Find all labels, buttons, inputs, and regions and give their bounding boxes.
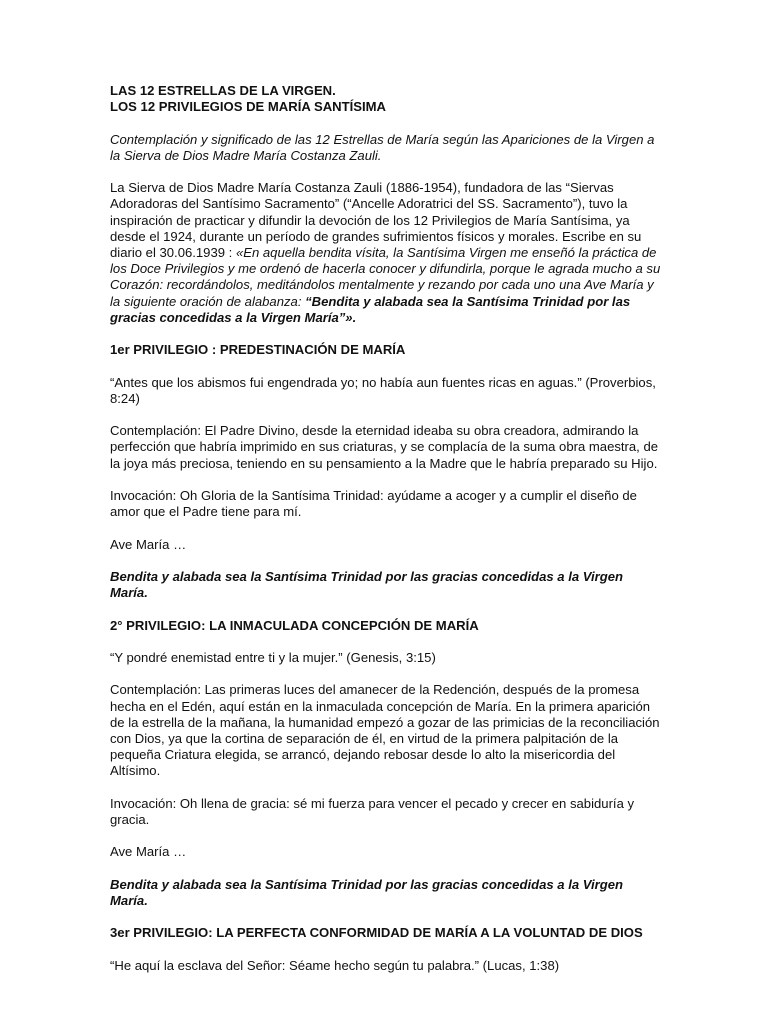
privilege-1-invocation: Invocación: Oh Gloria de la Santísima Trinidad: ayúdame a acoger y a cumplir el diseño de amor que el Padre tiene para mí.	[110, 487, 637, 520]
intro-quote-bold: “Bendita y alabada sea la Santísima Trinidad por las gracias concedidas a la Virgen María”».	[110, 293, 631, 325]
privilege-2-verse: “Y pondré enemistad entre ti y la mujer.” (Genesis, 3:15)	[110, 649, 436, 665]
privilege-2-praise: Bendita y alabada sea la Santísima Trinidad por las gracias concedidas a la Virgen María.	[110, 876, 624, 908]
privilege-1-praise: Bendita y alabada sea la Santísima Trinidad por las gracias concedidas a la Virgen María.	[110, 568, 624, 601]
privilege-1-heading: 1er PRIVILEGIO : PREDESTINACIÓN DE MARÍA	[110, 342, 406, 358]
document-page	[110, 83, 662, 990]
intro-text: La Sierva de Dios Madre María Costanza Zauli (1886-1954), fundadora de las “Siervas Adoradoras del Santísimo Sacramento” (“Ancelle Adoratrici del SS. Sacramento”), tuvo la inspiración de practicar y difundir la devoción de los 12 Privilegios de María Santísima, ya desde el 1924, durante un período de grandes sufrimientos físicos y morales. Escribe en su diario el 30.06.1939 :	[110, 180, 642, 260]
privilege-2-heading: 2° PRIVILEGIO: LA INMACULADA CONCEPCIÓN DE MARÍA	[110, 617, 479, 633]
privilege-3-verse: “He aquí la esclava del Señor: Séame hecho según tu palabra.” (Lucas, 1:38)	[110, 957, 560, 973]
privilege-1-verse: “Antes que los abismos fui engendrada yo; no había aun fuentes ricas en aguas.” (Proverbios, 8:24)	[110, 374, 656, 406]
document-subtitle: Contemplación y significado de las 12 Estrellas de María según las Apariciones de la Virgen a la Sierva de Dios Madre María Costanza Zauli.	[110, 131, 655, 163]
privilege-2-contemplation: Contemplación: Las primeras luces del amanecer de la Redención, después de la promesa hecha en el Edén, aquí están en la inmaculada concepción de María. En la primera aparición de la estrella de la mañana, la humanidad empezó a gozar de las primicias de la reconciliación con Dios, ya que la cortina de separación de él, en virtud de la primera palpitación de la pequeña Criatura elegida, se arrancó, dejando rebosar desde lo alto la misericordia del Altísimo.	[110, 682, 660, 779]
document-title	[110, 83, 662, 115]
intro-paragraph	[110, 180, 662, 326]
privilege-1-ave: Ave María …	[110, 536, 187, 552]
privilege-1-contemplation: Contemplación: El Padre Divino, desde la eternidad ideaba su obra creadora, admirando la perfección que habría imprimido en sus criaturas, y se complacía de la suma obra maestra, de la joya más preciosa, teniendo en su pensamiento a la Madre que le habría preparado su Hijo.	[110, 423, 659, 471]
privilege-3-heading: 3er PRIVILEGIO: LA PERFECTA CONFORMIDAD DE MARÍA A LA VOLUNTAD DE DIOS	[110, 925, 643, 941]
intro-quote-italic: «En aquella bendita vísita, la Santísima Virgen me enseñó la práctica de los Doce Privilegios y me ordenó de hacerla conocer y difundirla, porque le agrada mucho a su Corazón: recordándolos, meditándolos mentalmente y rezando por cada uno una Ave María y la siguiente oración de alabanza:	[110, 245, 661, 309]
privilege-2-invocation: Invocación: Oh llena de gracia: sé mi fuerza para vencer el pecado y crecer en sabiduría y gracia.	[110, 795, 635, 827]
title-line-2: LOS 12 PRIVILEGIOS DE MARÍA SANTÍSIMA	[110, 99, 386, 115]
privilege-2-ave: Ave María …	[110, 844, 187, 860]
title-line-1: LAS 12 ESTRELLAS DE LA VIRGEN.	[110, 83, 336, 98]
